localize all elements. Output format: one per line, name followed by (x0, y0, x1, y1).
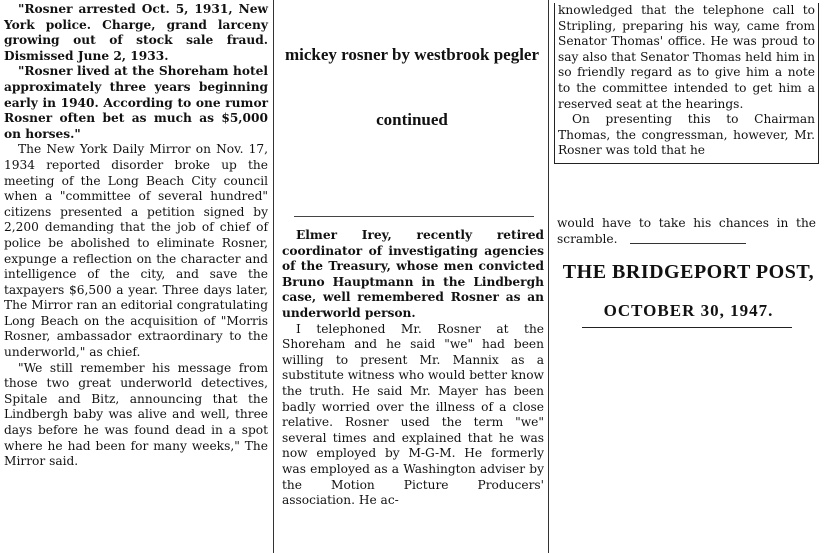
daily-mirror-paragraph: The New York Daily Mirror on Nov. 17, 1934 reported disorder broke up the meeting of the Long Beach City council when a "committee of several hundred" citizens presented a petition signed by 2,200 demanding that the job of chief of police be abolished to eliminate Rosner, expunge a reflection on the character and intelligence of the city, and save the taxpayers $6,500 a year. Three days later, The Mirror ran an editorial congratulating Long Beach on the acquisition of "Morris Rosner, ambassador extraordinary to the underworld," as chief. (4, 142, 268, 360)
chairman-paragraph: On presenting this to Chairman Thomas, the congressman, however, Mr. Rosner was told that he (558, 112, 815, 158)
left-column (0, 0, 272, 470)
article-title: mickey rosner by westbrook pegler (284, 45, 540, 64)
mirror-quote-paragraph: "We still remember his message from those two great underworld detectives, Spitale and Bitz, announcing that the Lindbergh baby was alive and well, three days before he was found dead in a spot where he had been for many weeks," The Mirror said. (4, 360, 268, 469)
column-divider-right (548, 0, 549, 553)
column-divider-left (273, 0, 274, 553)
section-rule (294, 216, 534, 217)
date-underline (582, 327, 792, 328)
boxed-continuation (554, 3, 819, 164)
middle-body (282, 228, 544, 509)
arrest-record-paragraph: "Rosner arrested Oct. 5, 1931, New York police. Charge, grand larceny growing out of stock sale fraud. Dismissed June 2, 1933. (4, 2, 268, 63)
newspaper-name: THE BRIDGEPORT POST, (562, 261, 815, 283)
telephone-paragraph: I telephoned Mr. Rosner at the Shoreham and he said "we" had been willing to present Mr. Mannix as a substitute witness who would better know the truth. He said Mr. Mayer has been badly worried over the illness of a close relative. Rosner used the term "we" several times and explained that he was now employed by M-G-M. He formerly was employed as a Washington adviser by the Motion Picture Producers' association. He ac- (282, 321, 544, 508)
end-rule (630, 243, 746, 244)
publication-date: OCTOBER 30, 1947. (603, 301, 774, 320)
shoreham-paragraph: "Rosner lived at the Shoreham hotel approximately three years beginning early in 1940. According to one rumor Rosner often bet as much as $5,000 on horses." (4, 64, 268, 141)
scramble-paragraph: would have to take his chances in the scramble. (557, 216, 816, 246)
continued-label: continued (376, 110, 448, 129)
irey-paragraph: Elmer Irey, recently retired coordinator of investigating agencies of the Treasury, whose men convicted Bruno Hauptmann in the Lindbergh case, well remembered Rosner as an underworld person. (282, 228, 544, 320)
stripling-paragraph: knowledged that the telephone call to Stripling, preparing his way, came from Senator Thomas' office. He was proud to say also that Senator Thomas held him in so friendly regard as to give him a note to the committee intended to get him a reserved seat at the hearings. (558, 3, 815, 111)
